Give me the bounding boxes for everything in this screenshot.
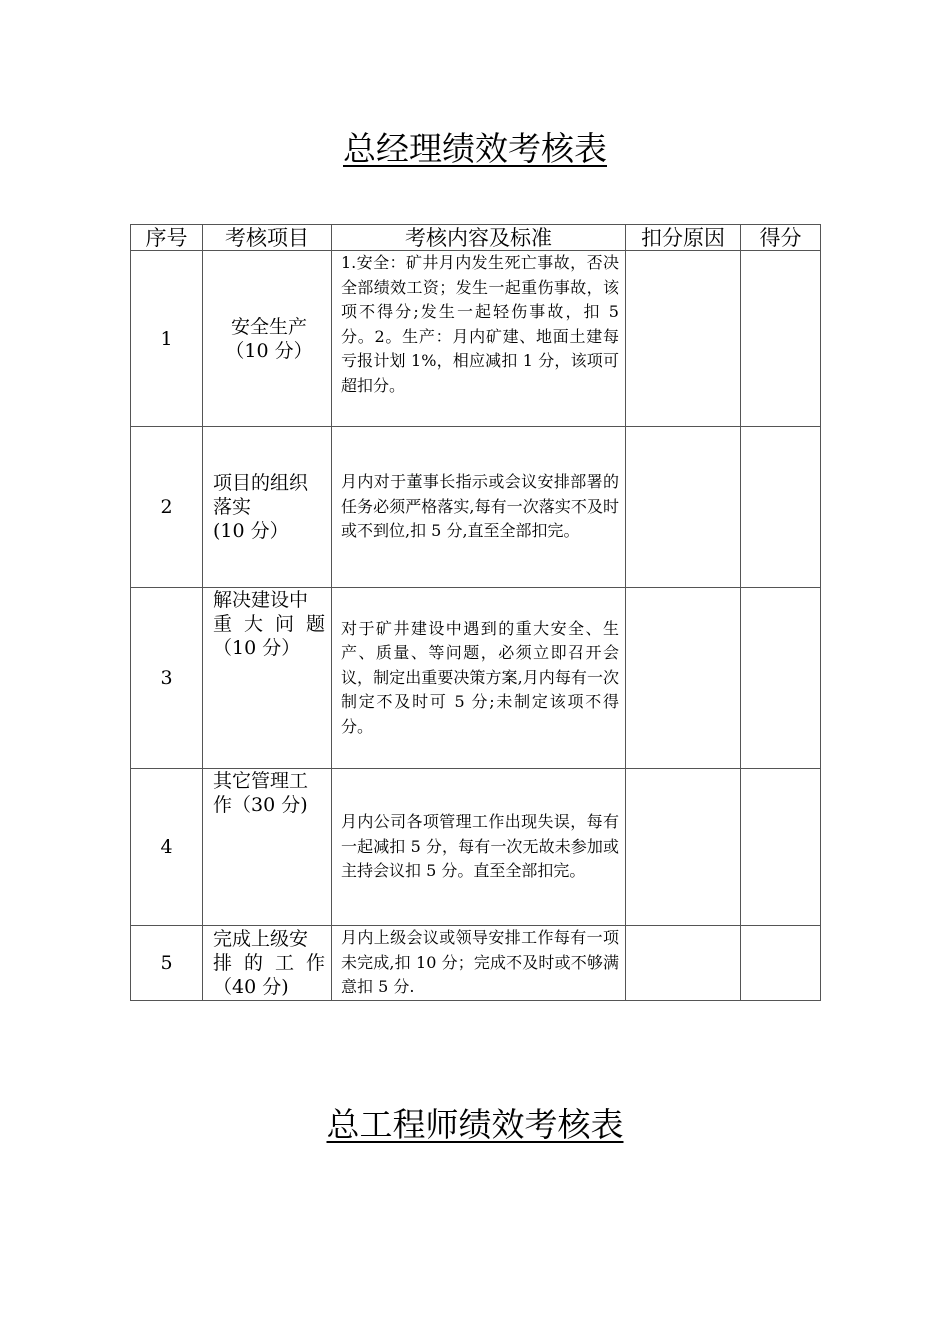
item-line: 安全生产 [230, 315, 307, 338]
row-item [203, 769, 332, 926]
row-score [741, 926, 821, 1001]
row-reason [626, 427, 741, 588]
header-score: 得分 [741, 225, 821, 251]
row-seq: 4 [131, 769, 203, 926]
row-reason [626, 251, 741, 427]
row-seq: 1 [131, 251, 203, 427]
table-row [131, 588, 821, 769]
item-line: 项目的组织落实 [213, 472, 309, 518]
table-header-row [131, 225, 821, 251]
header-item: 考核项目 [203, 225, 332, 251]
row-seq: 3 [131, 588, 203, 769]
page-title-chief-engineer [0, 1105, 950, 1145]
row-reason [626, 926, 741, 1001]
item-line: （10 分） [225, 339, 313, 362]
row-standard: 月内上级会议或领导安排工作每有一项未完成,扣 10 分；完成不及时或不够满意扣 5 分. [332, 926, 626, 1001]
header-seq: 序号 [131, 225, 203, 251]
row-score [741, 251, 821, 427]
row-standard: 1.安全：矿井月内发生死亡事故，否决全部绩效工资；发生一起重伤事故，该项不得分;发生一起轻伤事故，扣 5 分。2。生产：月内矿建、地面土建每亏报计划 1%，相应减扣 1 分，该项可超扣分。 [332, 251, 626, 427]
item-line: 其它管理工 [213, 770, 309, 792]
row-standard: 对于矿井建设中遇到的重大安全、生产、质量、等问题，必须立即召开会议，制定出重要决策方案,月内每有一次制定不及时可 5 分;未制定该项不得分。 [332, 588, 626, 769]
item-line: (10 分） [213, 520, 289, 542]
item-line: 完成上级安 [213, 928, 309, 950]
page-title-text: 总工程师绩效考核表 [326, 1105, 624, 1144]
table-row [131, 769, 821, 926]
row-item [203, 588, 332, 769]
performance-table [130, 224, 821, 1001]
header-standard: 考核内容及标准 [332, 225, 626, 251]
item-line: 重大问题 [213, 613, 325, 635]
item-line: 解决建设中 [213, 589, 309, 611]
row-item [203, 427, 332, 588]
row-item [203, 251, 332, 427]
table-row [131, 251, 821, 427]
row-seq: 2 [131, 427, 203, 588]
page-title-general-manager [0, 129, 950, 169]
row-item [203, 926, 332, 1001]
item-line: 作（30 分) [213, 794, 308, 816]
row-score [741, 769, 821, 926]
item-line: （40 分) [213, 976, 289, 998]
row-score [741, 588, 821, 769]
table-row [131, 427, 821, 588]
row-standard: 月内对于董事长指示或会议安排部署的任务必须严格落实,每有一次落实不及时或不到位,扣 5 分,直至全部扣完。 [332, 427, 626, 588]
row-standard: 月内公司各项管理工作出现失误，每有一起减扣 5 分，每有一次无故未参加或主持会议扣 5 分。直至全部扣完。 [332, 769, 626, 926]
page-title-text: 总经理绩效考核表 [343, 129, 607, 168]
row-seq: 5 [131, 926, 203, 1001]
item-line: （10 分） [213, 637, 301, 659]
table-row [131, 926, 821, 1001]
row-score [741, 427, 821, 588]
row-reason [626, 588, 741, 769]
header-reason: 扣分原因 [626, 225, 741, 251]
item-line: 排的工作 [213, 952, 325, 974]
row-reason [626, 769, 741, 926]
